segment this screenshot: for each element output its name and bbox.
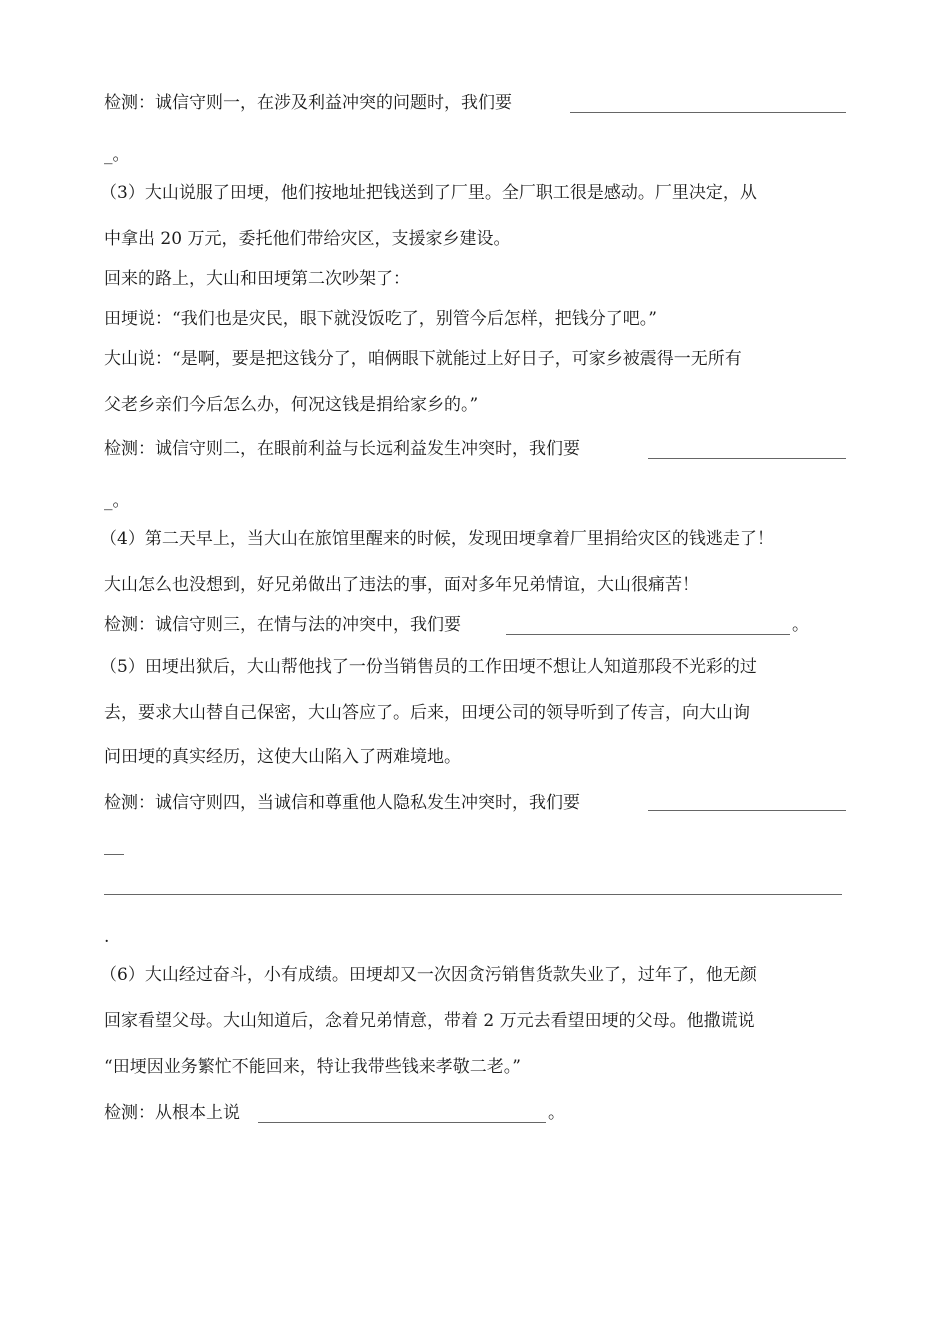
check-3-text: 检测：诚信守则三，在情与法的冲突中，我们要 — [104, 615, 461, 635]
para-6-line-2 — [104, 1010, 755, 1032]
para-5-line-1 — [100, 656, 757, 678]
check-3-tail-text: 。 — [792, 615, 809, 635]
para-5-text-1: （5）田埂出狱后，大山帮他找了一份当销售员的工作田埂不想让人知道那段不光彩的过 — [100, 657, 757, 677]
check-3-tail — [792, 614, 809, 636]
check-4-line — [104, 792, 580, 814]
check-3-line — [104, 614, 461, 636]
para-3-text-3: 回来的路上，大山和田埂第二次吵架了： — [104, 269, 410, 289]
check-2-blank[interactable] — [648, 458, 846, 459]
para-5-line-2 — [104, 702, 750, 724]
check-5-tail-text: 。 — [548, 1103, 565, 1123]
para-5-text-3: 问田埂的真实经历，这使大山陷入了两难境地。 — [104, 747, 461, 767]
para-3-text-1: （3）大山说服了田埂，他们按地址把钱送到了厂里。全厂职工很是感动。厂里决定，从 — [100, 183, 757, 203]
para-6-line-3 — [104, 1056, 521, 1078]
para-4-line-1 — [100, 528, 774, 550]
para-6-line-1 — [100, 964, 757, 986]
check-2-text: 检测：诚信守则二，在眼前利益与长远利益发生冲突时，我们要 — [104, 439, 580, 459]
check-2-end-text: _。 — [104, 491, 130, 511]
check-4-blank-2[interactable] — [104, 854, 124, 855]
check-2-line — [104, 438, 580, 460]
check-5-line — [104, 1102, 240, 1124]
para-3-line-3 — [104, 268, 410, 290]
para-3-text-5: 大山说：“是啊，要是把这钱分了，咱俩眼下就能过上好日子，可家乡被震得一无所有 — [104, 349, 742, 369]
check-1-end — [104, 144, 130, 166]
para-3-line-2 — [104, 228, 510, 250]
para-4-text-2: 大山怎么也没想到，好兄弟做出了违法的事，面对多年兄弟情谊，大山很痛苦！ — [104, 575, 699, 595]
para-3-line-4 — [104, 308, 657, 330]
para-4-line-2 — [104, 574, 699, 596]
para-3-text-4: 田埂说：“我们也是灾民，眼下就没饭吃了，别管今后怎样，把钱分了吧。” — [104, 309, 657, 329]
check-5-text: 检测：从根本上说 — [104, 1103, 240, 1123]
check-4-blank-1[interactable] — [648, 810, 846, 811]
para-5-line-3 — [104, 746, 461, 768]
para-3-text-2: 中拿出 20 万元，委托他们带给灾区，支援家乡建设。 — [104, 229, 511, 249]
check-5-tail — [548, 1102, 565, 1124]
check-4-end-text: . — [104, 927, 110, 947]
para-5-text-2: 去，要求大山替自己保密，大山答应了。后来，田埂公司的领导听到了传言，向大山询 — [104, 703, 750, 723]
para-4-text-1: （4）第二天早上，当大山在旅馆里醒来的时候，发现田埂拿着厂里捐给灾区的钱逃走了！ — [100, 529, 774, 549]
para-6-text-2: 回家看望父母。大山知道后，念着兄弟情意，带着 2 万元去看望田埂的父母。他撒谎说 — [104, 1011, 755, 1031]
check-2-end — [104, 490, 130, 512]
check-3-blank[interactable] — [506, 634, 790, 635]
check-4-text: 检测：诚信守则四，当诚信和尊重他人隐私发生冲突时，我们要 — [104, 793, 580, 813]
para-6-text-3: “田埂因业务繁忙不能回来，特让我带些钱来孝敬二老。” — [104, 1057, 521, 1077]
check-1-line — [104, 92, 512, 114]
para-3-line-1 — [100, 182, 757, 204]
check-5-blank[interactable] — [258, 1122, 546, 1123]
para-3-text-6: 父老乡亲们今后怎么办，何况这钱是捐给家乡的。” — [104, 395, 479, 415]
check-4-blank-3[interactable] — [104, 894, 842, 895]
check-1-end-text: _。 — [104, 145, 130, 165]
check-1-blank[interactable] — [570, 112, 846, 113]
para-3-line-5 — [104, 348, 742, 370]
check-4-end — [104, 926, 109, 948]
para-3-line-6 — [104, 394, 478, 416]
para-6-text-1: （6）大山经过奋斗，小有成绩。田埂却又一次因贪污销售货款失业了，过年了，他无颜 — [100, 965, 757, 985]
check-1-text: 检测：诚信守则一，在涉及利益冲突的问题时，我们要 — [104, 93, 512, 113]
